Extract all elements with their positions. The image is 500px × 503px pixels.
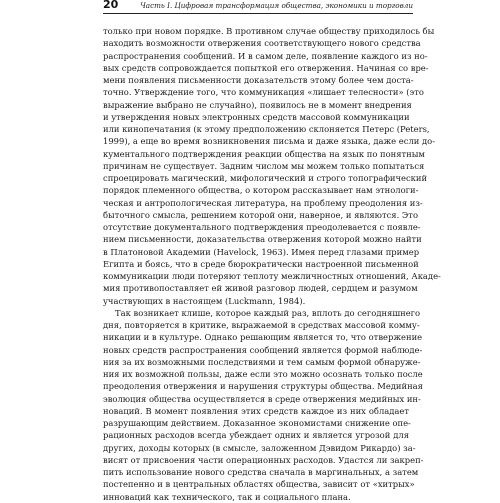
text-line: причинам не существует. Задним числом мы можем только попытаться — [103, 160, 425, 171]
text-line: кументального подтверждения реакции общества на язык по понятным — [103, 148, 425, 159]
text-line: пить использование нового средства сначала в маргинальных, а затем — [103, 467, 419, 477]
text-line: новых средств распространения сообщений является формой наблюде- — [103, 344, 423, 355]
text-line: висят от присвоения части операционных расходов. Удастся ли закреп- — [103, 454, 424, 465]
text-line: эволюция общества осуществляется в среде отвержения медийных ин- — [103, 393, 421, 404]
text-line: порядок племенного общества, о котором рассказывает нам этнологи- — [103, 185, 419, 196]
text-line: инноваций как технического, так и социального плана. — [103, 491, 351, 502]
text-line: отсутствие документального подтверждения преодолевается с появле- — [103, 222, 421, 232]
text-line: находить возможности отвержения соответствующего нового средства — [103, 38, 421, 49]
text-line: ния их возможной пользы, даже если это можно осознать только после — [103, 369, 423, 379]
text-line: преодоления отвержения и нарушения структуры общества. Медийная — [103, 381, 423, 392]
text-line: участвующих в настоящем (Luckmann, 1984). — [103, 295, 306, 306]
text-line: никации и в культуре. Однако решающим является то, что отвержение — [103, 332, 423, 343]
text-line: ния за их возможными последствиями и тем самым формой обнаруже- — [103, 356, 421, 367]
text-line: только при новом порядке. В противном случае обществу приходилось бы — [103, 26, 435, 36]
text-line: выражение выбрано не случайно), появилось не в момент внедрения — [103, 99, 412, 110]
text-line: быточного смысла, решением которой они, наверное, и являются. Это — [103, 209, 418, 220]
text-line: вых средств сопровождается попыткой его отвержения. Начиная со вре- — [103, 62, 429, 73]
text-line: нием письменности, доказательства отвержения которой можно найти — [103, 234, 422, 245]
paragraph-2 — [103, 307, 424, 503]
text-line: ческая и антропологическая литература, на проблему преодоления из- — [103, 197, 423, 208]
text-line: точно. Утверждение того, что коммуникация «лишает телесности» (это — [103, 87, 424, 98]
text-line: мени появления письменности доказательств этому более чем доста- — [103, 75, 414, 85]
text-line: разрушающим действием. Доказанное экономистами снижение опе- — [103, 418, 411, 428]
text-line: рационных расходов всегда убеждает одних и является угрозой для — [103, 430, 409, 441]
text-line: дня, повторяется в критике, выражаемой в средствах массовой комму- — [103, 320, 420, 330]
text-line: постепенно и в центральных областях общества, зависит от «хитрых» — [103, 479, 415, 490]
text-line: 1999), а еще во время возникновения письма и даже языка, даже если до- — [103, 136, 436, 147]
text-line: новаций. В момент появления этих средств каждое из них обладает — [103, 405, 409, 416]
text-line: спроецировать магический, мифологический и строго топографический — [103, 173, 428, 183]
text-line: распространения сообщений. И в самом деле, появление каждого из но- — [103, 50, 428, 61]
running-header — [103, 0, 413, 14]
text-line: Египта и боясь, что в среде бюрократически настроенной письменной — [103, 258, 419, 269]
text-line: других, доходы которых (в смысле, заложенном Дэвидом Рикардо) за- — [103, 442, 416, 453]
text-line: в Платоновой Академии (Havelock, 1963). Имея перед глазами пример — [103, 246, 420, 257]
body-text — [103, 25, 441, 503]
paragraph-1 — [103, 25, 441, 307]
text-line: и утверждения новых электронных средств массовой коммуникации — [103, 111, 410, 122]
running-title: Часть I. Цифровая трансформация общества, экономики и торговли — [140, 1, 413, 10]
text-line: коммуникации люди потеряют теплоту межличностных отношений, Акаде- — [103, 271, 441, 281]
text-line: мия противопоставляет ей живой разговор людей, сердцем и разумом — [103, 283, 418, 294]
text-line: Так возникает клише, которое каждый раз, вплоть до сегодняшнего — [115, 307, 421, 318]
page-number: 20 — [103, 0, 119, 11]
text-line: или кинопечатания (к этому предположению склоняется Петерс (Peters, — [103, 124, 430, 134]
